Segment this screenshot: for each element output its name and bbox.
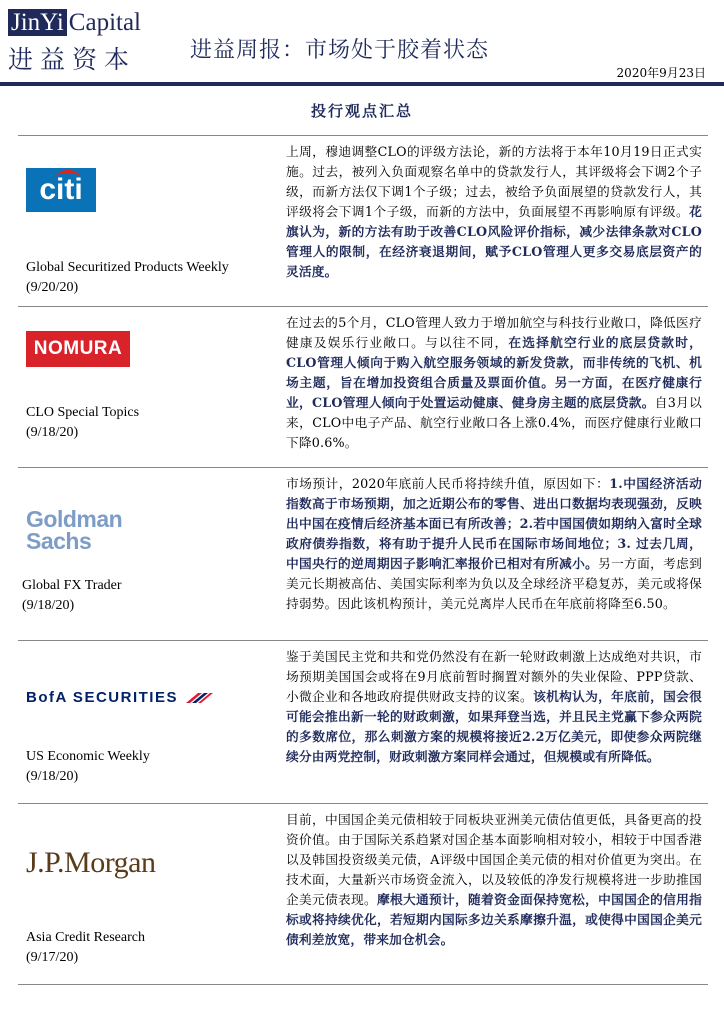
- view-body: 鉴于美国民主党和共和党仍然没有在新一轮财政刺激上达成绝对共识，市场预期美国国会或将在9月底前暂时搁置对额外的失业保险、PPP贷款、小微企业和各地政府提供财政支持的议案。: [286, 649, 702, 704]
- view-highlight: 该机构认为，年底前，国会很可能会推出新一轮的财政刺激，如果拜登当选，并且民主党赢下参众两院的多数席位，那么刺激方案的规模将接近2.2万亿美元，即使参众两院继续分由两党控制，财政刺激方案同样会通过，但规模或有所降低。: [286, 689, 702, 764]
- source-date: (9/18/20): [22, 598, 75, 613]
- source-date: (9/17/20): [26, 950, 79, 965]
- report-title: 进益周报：市场处于胶着状态: [190, 38, 490, 63]
- view-text: [280, 307, 708, 467]
- table-row: [18, 641, 708, 804]
- nomura-logo-text: NOMURA: [26, 331, 130, 367]
- bofa-flag-icon: [184, 691, 214, 705]
- view-highlight: 摩根大通预计，随着资金面保持宽松，中国国企的信用指标或将持续优化，若短期内国际多边关系摩擦升温，或使得中国国企美元债利差放宽，带来加仓机会。: [286, 892, 702, 947]
- source-cell: [18, 136, 280, 306]
- table-row: [18, 804, 708, 985]
- view-tail: 另一方面，考虑到美元长期被高估、美国实际利率为负以及全球经济平稳复苏，美元或将保持弱势。因此该机构预计，美元兑离岸人民币在年底前将降至6.50。: [286, 556, 702, 611]
- source-title: US Economic Weekly: [26, 749, 150, 764]
- source-name: [26, 747, 150, 787]
- logo-en-capital: Capital: [68, 9, 142, 36]
- view-text: [280, 641, 708, 803]
- view-text: [280, 804, 708, 984]
- view-body: 在过去的5个月，CLO管理人致力于增加航空与科技行业敞口，降低医疗健康及娱乐行业敞口。与以往不同，: [286, 315, 702, 350]
- views-table: [18, 135, 708, 985]
- source-name: [26, 403, 139, 443]
- page-header: [0, 0, 724, 86]
- jinyi-logo: [8, 8, 158, 76]
- gs-logo-line2: Sachs: [26, 528, 92, 554]
- bofa-securities-logo: [26, 689, 214, 706]
- source-cell: [18, 468, 280, 640]
- source-name: [26, 258, 229, 298]
- source-cell: [18, 804, 280, 984]
- view-body: 市场预计，2020年底前人民币将持续升值，原因如下：: [286, 476, 610, 491]
- view-body: 目前，中国国企美元债相较于同板块亚洲美元债估值更低，具备更高的投资价值。由于国际关系趋紧对国企基本面影响相对较小，相较于中国香港以及韩国投资级美元债，A评级中国国企美元债的相对价值更为突出。在技术面，大量新兴市场资金流入，以及较低的净发行规模将进一步助推国企美元债表现。: [286, 812, 702, 907]
- view-text: [280, 468, 708, 640]
- source-cell: [18, 307, 280, 467]
- section-title: 投行观点汇总: [310, 102, 413, 120]
- logo-english: [8, 8, 141, 38]
- source-cell: [18, 641, 280, 803]
- header-divider: [0, 82, 724, 86]
- logo-en-jinyi: JinYi: [8, 9, 67, 36]
- citi-logo-text: citi: [39, 173, 83, 206]
- source-date: (9/18/20): [26, 769, 79, 784]
- view-text: [280, 136, 708, 306]
- citi-logo: [26, 168, 96, 212]
- view-highlight: 1.中国经济活动指数高于市场预期，加之近期公布的零售、进出口数据均表现强劲，反映出中国在疫情后经济基本面已有所改善；2.若中国国债如期纳入富时全球政府债券指数，将有助于提升人民币在国际市场间地位；3. 过去几周，中国央行的逆周期因子影响汇率报价已相对有所减小。: [286, 476, 702, 571]
- table-row: [18, 468, 708, 641]
- report-date: 2020年9月23日: [616, 66, 706, 80]
- gs-logo-line1: Goldman: [26, 506, 123, 532]
- bofa-logo-text: BofA SECURITIES: [26, 689, 178, 706]
- source-title: Global Securitized Products Weekly: [26, 260, 229, 275]
- source-title: CLO Special Topics: [26, 405, 140, 420]
- view-body: 上周，穆迪调整CLO的评级方法论，新的方法将于本年10月19日正式实施。过去，被列入负面观察名单中的贷款发行人，其评级将会下调2个子级，而新方法仅下调1个子级；过去，被给予负面展望的贷款发行人，其评级将会下调1个子级，而新的方法中，负面展望不再影响原有评级。: [286, 144, 702, 219]
- jpm-logo-text: J.P.Morgan: [26, 846, 156, 879]
- source-date: (9/18/20): [26, 425, 79, 440]
- source-name: [22, 576, 122, 616]
- goldman-sachs-logo: [26, 508, 122, 552]
- jpmorgan-logo: [26, 846, 155, 880]
- nomura-logo: [26, 331, 130, 367]
- view-highlight: 在选择航空行业的底层贷款时，CLO管理人倾向于购入航空服务领域的新发贷款，而非传统的飞机、机场主题，旨在增加投资组合质量及票面价值。另一方面，在医疗健康行业，CLO管理人倾向于处置运动健康、健身房主题的底层贷款。: [286, 335, 702, 410]
- citi-arc-icon: [56, 170, 80, 185]
- source-title: Asia Credit Research: [26, 930, 145, 945]
- source-name: [26, 928, 145, 968]
- table-row: [18, 136, 708, 307]
- view-tail: 自3月以来，CLO中电子产品、航空行业敞口各上涨0.4%，而医疗健康行业敞口下降0.6%。: [286, 395, 703, 450]
- source-title: Global FX Trader: [22, 578, 122, 593]
- table-row: [18, 307, 708, 468]
- view-highlight: 花旗认为，新的方法有助于改善CLO风险评价指标，减少法律条款对CLO管理人的限制，在经济衰退期间，赋予CLO管理人更多交易底层资产的灵活度。: [286, 204, 702, 279]
- source-date: (9/20/20): [26, 280, 79, 295]
- logo-chinese: 进益资本: [8, 45, 137, 74]
